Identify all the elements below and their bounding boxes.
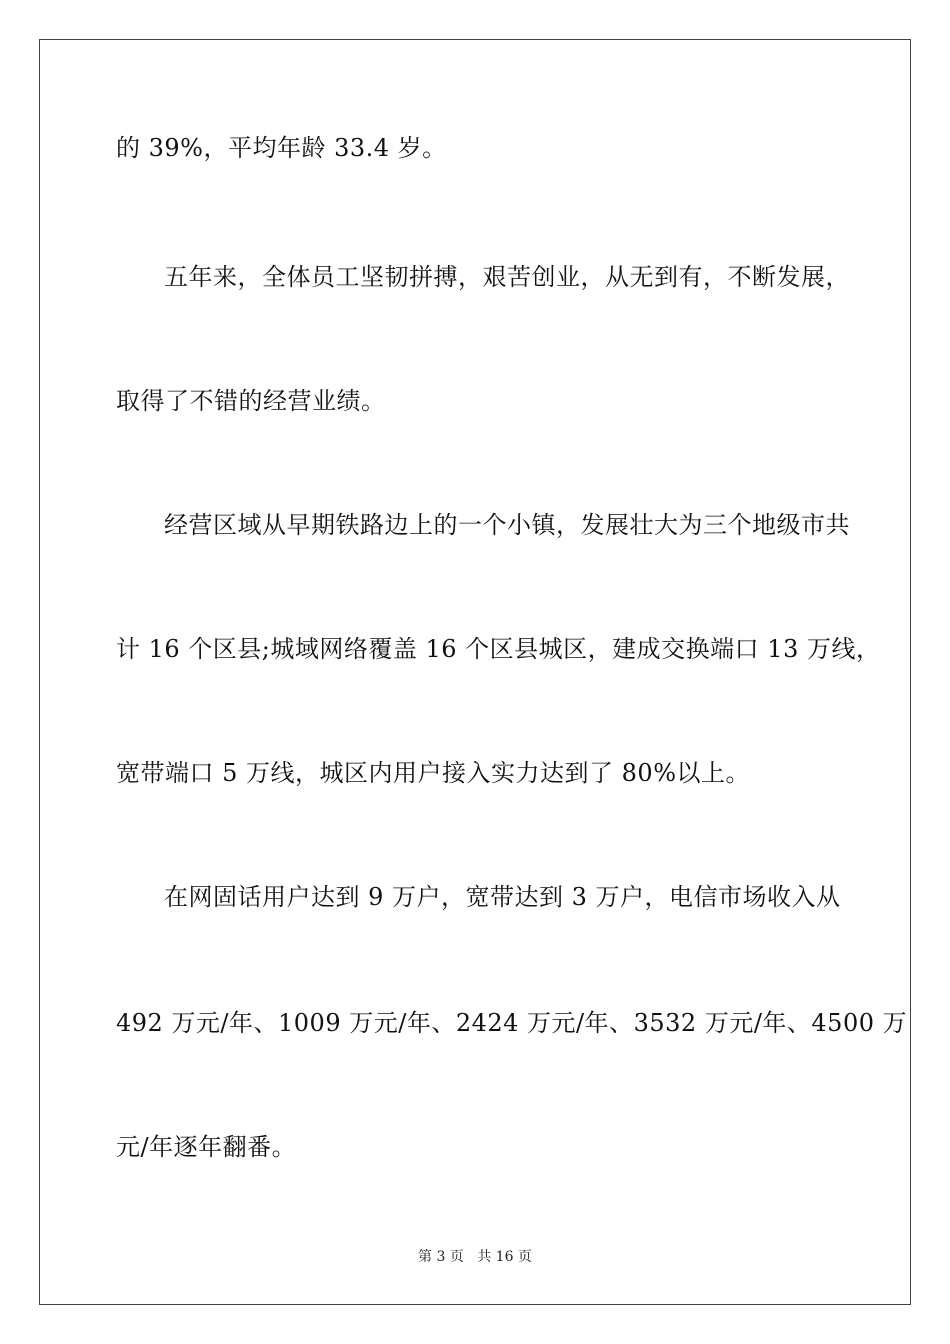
paragraph-start-line: 在网固话用户达到 9 万户，宽带达到 3 万户，电信市场收入从	[164, 883, 841, 911]
text-line: 元/年逐年翻番。	[116, 1133, 297, 1161]
paragraph-start-line: 五年来，全体员工坚韧拼搏，艰苦创业，从无到有，不断发展，	[164, 263, 850, 291]
page-border	[39, 39, 911, 1305]
text-line: 宽带端口 5 万线，城区内用户接入实力达到了 80%以上。	[116, 759, 750, 787]
page-number: 第 3 页	[418, 1249, 464, 1265]
paragraph-start-line: 经营区域从早期铁路边上的一个小镇，发展壮大为三个地级市共	[164, 511, 850, 539]
page-footer	[0, 1248, 950, 1266]
text-line: 492 万元/年、1009 万元/年、2424 万元/年、3532 万元/年、4500 万	[116, 1009, 908, 1037]
page-total: 共 16 页	[477, 1249, 532, 1265]
text-line: 计 16 个区县;城域网络覆盖 16 个区县城区，建成交换端口 13 万线，	[116, 635, 881, 663]
text-line: 的 39%，平均年龄 33.4 岁。	[116, 134, 447, 162]
text-line: 取得了不错的经营业绩。	[116, 387, 386, 415]
